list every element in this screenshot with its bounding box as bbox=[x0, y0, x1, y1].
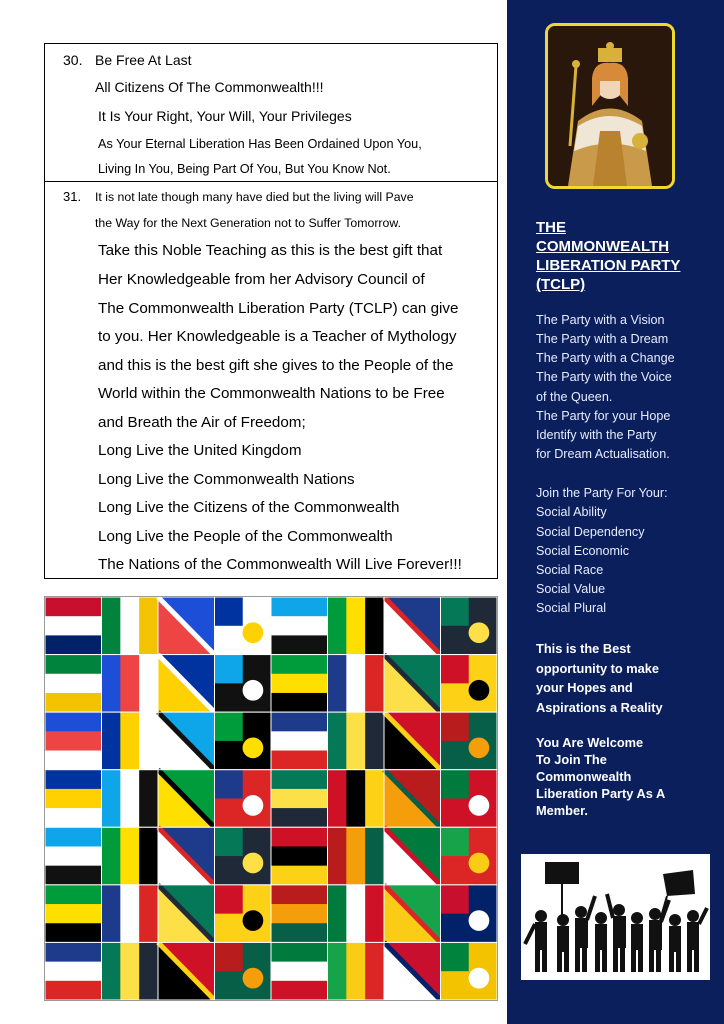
flag-tile bbox=[102, 655, 159, 713]
flag-tile bbox=[384, 655, 441, 713]
flag-tile bbox=[441, 942, 498, 1000]
flag-tile bbox=[215, 885, 272, 943]
join-item: Social Race bbox=[536, 563, 604, 577]
flag-tile bbox=[441, 712, 498, 770]
flag-tile bbox=[384, 770, 441, 828]
welcome-line: Commonwealth bbox=[536, 769, 632, 784]
flag-tile bbox=[215, 655, 272, 713]
flag-tile bbox=[215, 942, 272, 1000]
flag-tile bbox=[102, 770, 159, 828]
tagline: The Party with a Change bbox=[536, 351, 675, 365]
section-30-line: Living In You, Being Part Of You, But You Know Not. bbox=[98, 162, 391, 176]
flag-tile bbox=[328, 770, 385, 828]
flag-tile bbox=[441, 827, 498, 885]
section-31-line: and this is the best gift she gives to the People of the bbox=[98, 357, 454, 374]
section-31-line: Long Live the People of the Commonwealth bbox=[98, 528, 393, 545]
protest-silhouette bbox=[521, 854, 710, 980]
flag-tile bbox=[441, 597, 498, 655]
flag-tile bbox=[328, 712, 385, 770]
flag-tile bbox=[102, 942, 159, 1000]
opportunity-text bbox=[536, 639, 663, 717]
opportunity-line: opportunity to make bbox=[536, 660, 659, 676]
section-31-line: The Nations of the Commonwealth Will Live Forever!!! bbox=[98, 556, 462, 573]
flag-tile bbox=[158, 597, 215, 655]
welcome-line: You Are Welcome bbox=[536, 735, 644, 750]
flag-tile bbox=[45, 597, 102, 655]
flag-tile bbox=[102, 597, 159, 655]
flag-tile bbox=[271, 712, 328, 770]
flag-tile bbox=[441, 885, 498, 943]
flag-tile bbox=[271, 770, 328, 828]
flag-tile bbox=[384, 597, 441, 655]
flag-tile bbox=[328, 655, 385, 713]
join-item: Social Ability bbox=[536, 505, 607, 519]
welcome-text bbox=[536, 734, 665, 819]
party-title-line: COMMONWEALTH bbox=[536, 238, 670, 255]
flag-tile bbox=[441, 770, 498, 828]
flag-tile bbox=[215, 770, 272, 828]
join-item: Social Plural bbox=[536, 601, 606, 615]
flag-tile bbox=[45, 827, 102, 885]
welcome-line: Liberation Party As A bbox=[536, 786, 666, 801]
flag-tile bbox=[215, 827, 272, 885]
join-item: Social Dependency bbox=[536, 525, 645, 539]
section-30-line: It Is Your Right, Your Will, Your Privileges bbox=[98, 108, 352, 124]
join-item: Social Economic bbox=[536, 544, 630, 558]
flag-tile bbox=[271, 597, 328, 655]
section-divider bbox=[45, 181, 497, 182]
section-31-line: The Commonwealth Liberation Party (TCLP) can give bbox=[98, 300, 459, 317]
flag-tile bbox=[158, 655, 215, 713]
text-box bbox=[44, 43, 498, 579]
flag-tile bbox=[158, 770, 215, 828]
section-31-line: the Way for the Next Generation not to Suffer Tomorrow. bbox=[95, 216, 401, 230]
flag-tile bbox=[328, 942, 385, 1000]
protest-crowd-image bbox=[521, 854, 710, 980]
flag-tile bbox=[271, 827, 328, 885]
party-title-line: THE bbox=[536, 219, 566, 236]
section-30-number: 30. bbox=[63, 52, 83, 68]
flag-tile bbox=[384, 885, 441, 943]
section-31-line: Take this Noble Teaching as this is the best gift that bbox=[98, 242, 443, 259]
tagline: The Party for your Hope bbox=[536, 409, 671, 423]
party-title-line: (TCLP) bbox=[536, 276, 586, 293]
flag-tile bbox=[102, 827, 159, 885]
section-31-number: 31. bbox=[63, 189, 82, 204]
join-item: Social Value bbox=[536, 582, 606, 596]
flag-tile bbox=[384, 712, 441, 770]
section-30-line: All Citizens Of The Commonwealth!!! bbox=[95, 79, 324, 95]
tagline: for Dream Actualisation. bbox=[536, 447, 670, 461]
flag-tile bbox=[384, 942, 441, 1000]
queen-portrait bbox=[545, 23, 675, 189]
sidebar bbox=[507, 0, 724, 1024]
flag-tile bbox=[271, 655, 328, 713]
section-31-line: Her Knowledgeable from her Advisory Council of bbox=[98, 271, 425, 288]
flag-tile bbox=[45, 655, 102, 713]
flag-tile bbox=[158, 827, 215, 885]
flag-tile bbox=[441, 655, 498, 713]
opportunity-line: your Hopes and bbox=[536, 680, 633, 695]
flag-tile bbox=[328, 885, 385, 943]
section-31-line: to you. Her Knowledgeable is a Teacher of Mythology bbox=[98, 328, 457, 345]
welcome-line: To Join The bbox=[536, 752, 607, 767]
welcome-line: Member. bbox=[536, 803, 588, 818]
flag-tile bbox=[158, 712, 215, 770]
join-heading: Join the Party For Your: bbox=[536, 486, 668, 500]
flag-tile bbox=[271, 942, 328, 1000]
opportunity-line: Aspirations a Reality bbox=[536, 699, 663, 715]
section-31-line: Long Live the United Kingdom bbox=[98, 442, 302, 459]
tagline: of the Queen. bbox=[536, 390, 613, 404]
flag-tile bbox=[215, 712, 272, 770]
commonwealth-flags-collage bbox=[44, 596, 498, 1001]
flag-tile bbox=[45, 942, 102, 1000]
section-31-line: Long Live the Citizens of the Commonwealth bbox=[98, 499, 400, 516]
flag-tile bbox=[45, 885, 102, 943]
section-31-line: Long Live the Commonwealth Nations bbox=[98, 471, 355, 488]
flag-tile bbox=[158, 885, 215, 943]
flag-tile bbox=[215, 597, 272, 655]
flag-tile bbox=[45, 770, 102, 828]
flag-tile bbox=[102, 885, 159, 943]
flag-tile bbox=[45, 712, 102, 770]
queen-portrait-image bbox=[548, 26, 672, 186]
section-31-line: World within the Commonwealth Nations to be Free bbox=[98, 385, 445, 402]
flag-tile bbox=[102, 712, 159, 770]
section-30-line: As Your Eternal Liberation Has Been Ordained Upon You, bbox=[98, 137, 422, 151]
flag-tile bbox=[158, 942, 215, 1000]
opportunity-line: This is the Best bbox=[536, 641, 631, 656]
flag-tile bbox=[271, 885, 328, 943]
flag-tile bbox=[384, 827, 441, 885]
flag-tile bbox=[328, 827, 385, 885]
tagline: The Party with a Vision bbox=[536, 313, 665, 327]
party-title bbox=[536, 218, 716, 294]
section-31-line: and Breath the Air of Freedom; bbox=[98, 414, 306, 431]
tagline: The Party with the Voice bbox=[536, 370, 672, 384]
flags-image bbox=[45, 597, 497, 1000]
tagline: The Party with a Dream bbox=[536, 332, 669, 346]
section-30-line: Be Free At Last bbox=[95, 52, 192, 68]
tagline: Identify with the Party bbox=[536, 428, 657, 442]
flag-tile bbox=[328, 597, 385, 655]
party-title-line: LIBERATION PARTY bbox=[536, 257, 681, 274]
section-31-line: It is not late though many have died but the living will Pave bbox=[95, 190, 414, 204]
